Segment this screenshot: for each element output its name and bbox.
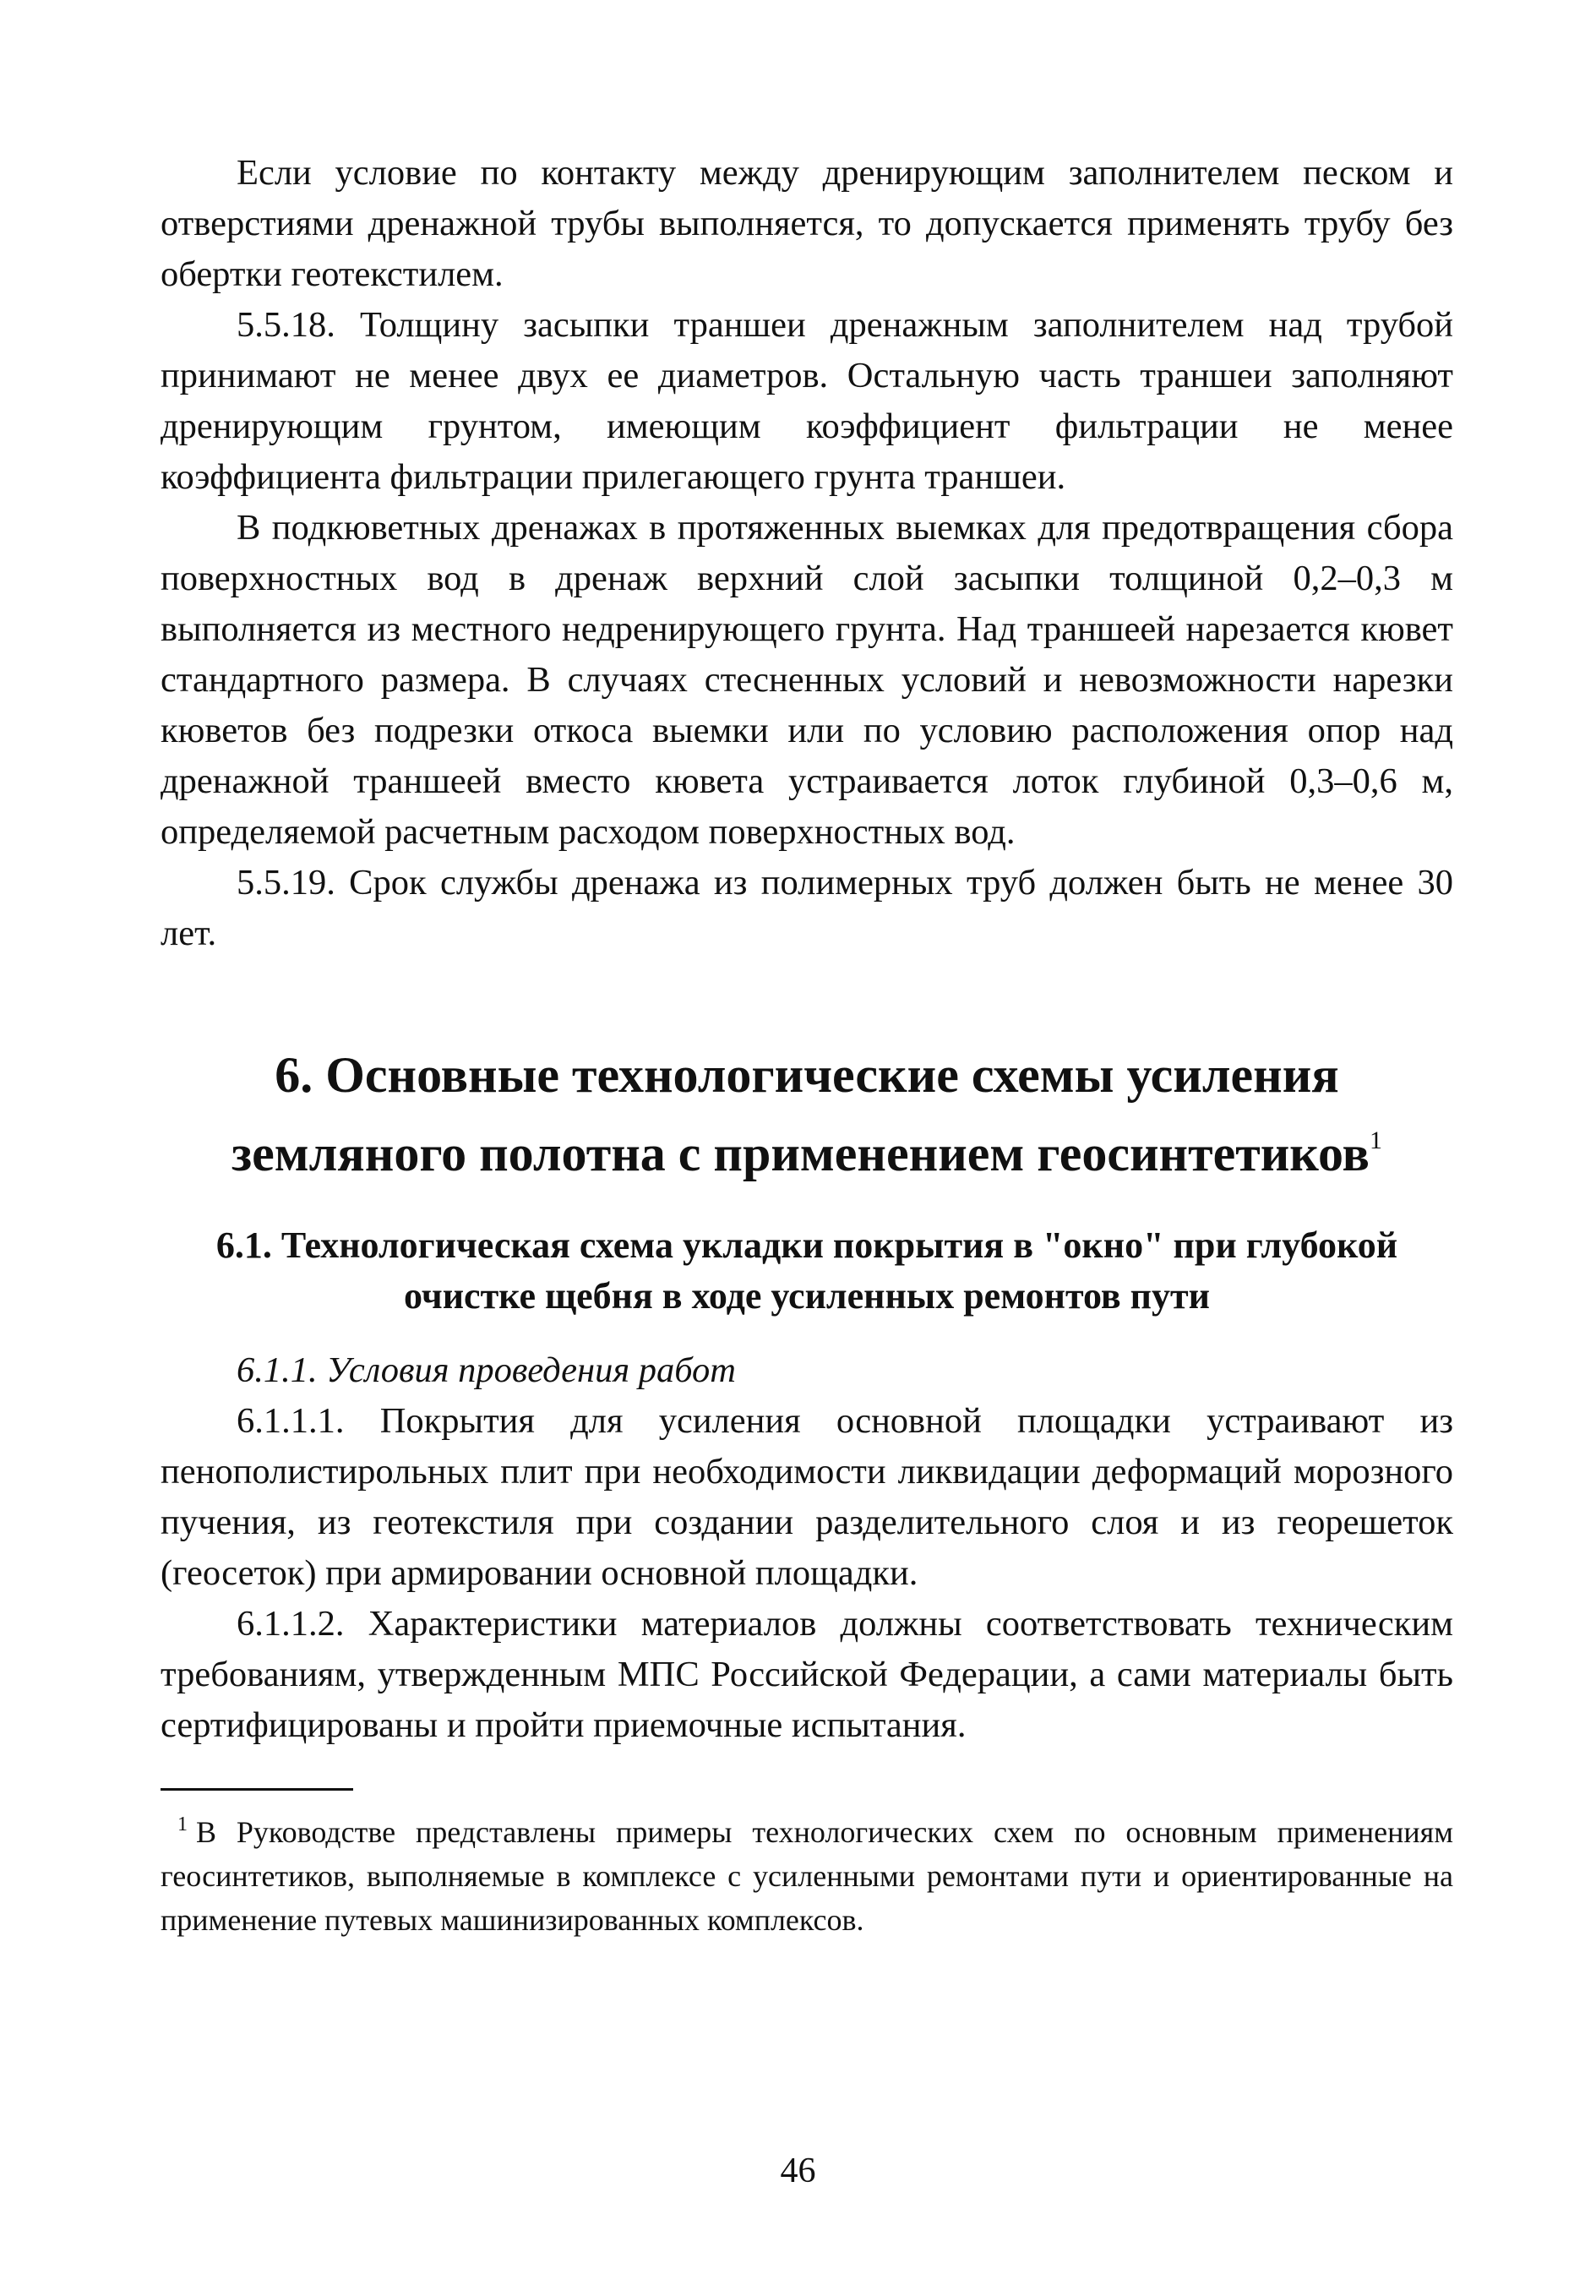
paragraph-contact-condition: Если условие по контакту между дренирующим заполнителем песком и отверстиями дренажной трубы выполняется, то допускается применять трубу без обертки геотекстилем. xyxy=(161,153,1453,294)
paragraph-5-5-19: 5.5.19. Срок службы дренажа из полимерных труб должен быть не менее 30 лет. xyxy=(161,863,1453,953)
footnote xyxy=(161,1802,1453,1942)
paragraph-5-5-18: 5.5.18. Толщину засыпки траншеи дренажным заполнителем над трубой принимают не менее двух ее диаметров. Остальную часть траншеи заполняют дренирующим грунтом, имеющим коэффициент фильтрации не менее коэффициента фильтрации прилегающего грунта траншеи. xyxy=(161,305,1453,497)
paragraph-subditch-drainage: В подкюветных дренажах в протяженных выемках для предотвращения сбора поверхностных вод в дренаж верхний слой засыпки толщиной 0,2–0,3 м выполняется из местного недренирующего грунта. Над траншеей нарезается кювет стандартного размера. В случаях стесненных условий и невозможности нарезки кюветов без подрезки откоса выемки или по условию расположения опор над дренажной траншеей вместо кювета устраивается лоток глубиной 0,3–0,6 м, определяемой расчетным расходом поверхностных вод. xyxy=(161,508,1453,852)
footnote-divider xyxy=(161,1788,353,1791)
section-title xyxy=(161,1042,1453,1186)
subsection-title: 6.1. Технологическая схема укладки покрытия в "окно" при глубокой очистке щебня в ходе усиленных ремонтов пути xyxy=(215,1224,1398,1317)
page-number: 46 xyxy=(780,2151,816,2190)
subsubsection-title: 6.1.1. Условия проведения работ xyxy=(237,1350,736,1390)
footnote-mark: 1 xyxy=(177,1813,188,1835)
section-footnote-mark: 1 xyxy=(1369,1126,1382,1154)
section-title-text: 6. Основные технологические схемы усиления земляного полотна с применением геосинтетиков xyxy=(232,1047,1370,1181)
paragraph-6-1-1-2: 6.1.1.2. Характеристики материалов должны соответствовать техническим требованиям, утвержденным МПС Российской Федерации, а сами материалы быть сертифицированы и пройти приемочные испытания. xyxy=(161,1604,1453,1745)
paragraph-6-1-1-1: 6.1.1.1. Покрытия для усиления основной площадки устраивают из пенополистирольных плит при необходимости ликвидации деформаций морозного пучения, из геотекстиля при создании разделительного слоя и из георешеток (геосеток) при армировании основной площадки. xyxy=(161,1401,1453,1593)
document-page xyxy=(161,148,1453,1942)
footnote-text: В Руководстве представлены примеры технологических схем по основным применениям геосинтетиков, выполняемые в комплексе с усиленными ремонтами пути и ориентированные на применение путевых машинизированных комплексов. xyxy=(161,1815,1453,1937)
